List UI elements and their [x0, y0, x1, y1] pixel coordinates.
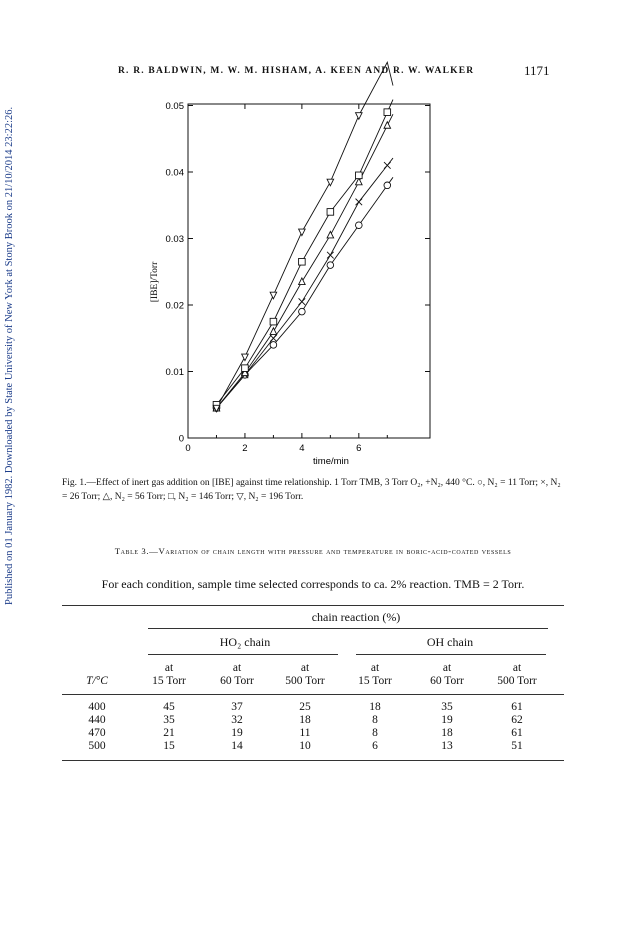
fit-curve	[214, 177, 393, 411]
table-cell: 21	[163, 727, 175, 739]
table-rule-top	[62, 605, 564, 606]
table-title-text: —Variation of chain length with pressure and temperature in boric-acid-coated vessels	[149, 546, 512, 556]
x-axis-label: time/min	[313, 456, 349, 467]
data-point-triangle-down	[356, 113, 363, 120]
table-cell: 35	[441, 701, 453, 713]
data-point-square	[356, 172, 363, 179]
x-tick-label: 4	[299, 443, 305, 454]
table-row-label: 440	[88, 714, 106, 726]
data-point-circle	[299, 308, 306, 315]
y-tick-label: 0.02	[165, 300, 184, 312]
table-label: Table 3.	[114, 546, 150, 556]
table-row-header: T/°C	[86, 675, 108, 687]
sidebar-text: Published on 01 January 1982. Downloaded by State University of New York at Stony Brook on 21/10/2014 23:22:26.	[4, 106, 15, 605]
table-group-ho2: HO₂ chain	[219, 635, 271, 649]
data-point-square	[242, 365, 249, 372]
data-point-triangle-down	[242, 354, 249, 361]
table-cell: 18	[441, 727, 453, 739]
table-cell: 35	[163, 714, 175, 726]
table-cell: 8	[372, 727, 378, 739]
table-cell: 18	[299, 714, 311, 726]
x-tick-label: 0	[185, 443, 191, 454]
fit-curve	[214, 100, 393, 409]
table-cell: 19	[441, 714, 453, 726]
table-note: For each condition, sample time selected corresponds to ca. 2% reaction. TMB = 2 Torr.	[101, 577, 525, 591]
table-cell: 25	[299, 701, 311, 713]
table-cell: 10	[299, 740, 311, 752]
plot-frame	[188, 104, 430, 438]
y-tick-label: 0.04	[165, 167, 184, 179]
data-point-square	[327, 209, 334, 216]
fit-curve	[214, 62, 393, 411]
table-column-header: at 500 Torr	[285, 662, 325, 687]
table-title	[62, 545, 564, 558]
data-point-triangle-up	[356, 178, 363, 185]
table-group-oh: OH chain	[426, 635, 474, 649]
data-point-square	[384, 109, 391, 116]
table-column-header: at 15 Torr	[358, 662, 392, 687]
table-cell: 45	[163, 701, 175, 713]
table-row-label: 400	[88, 701, 106, 713]
y-tick-label: 0.03	[165, 234, 184, 246]
table-row-label: 470	[88, 727, 106, 739]
x-tick-label: 6	[356, 443, 362, 454]
y-tick-label: 0.01	[165, 367, 184, 379]
table-cell: 15	[163, 740, 175, 752]
data-point-triangle-up	[384, 122, 391, 129]
data-point-triangle-down	[270, 292, 277, 299]
table-rule-bottom	[62, 760, 564, 761]
data-point-cross	[270, 335, 277, 342]
table-column-header: at 60 Torr	[220, 662, 254, 687]
table-row-label: 500	[88, 740, 106, 752]
y-axis-label: [IBE]/Torr	[150, 261, 160, 303]
table-spanner: chain reaction (%)	[311, 610, 401, 624]
table-cell: 11	[299, 727, 311, 739]
data-point-triangle-up	[270, 328, 277, 335]
data-point-triangle-down	[327, 179, 334, 186]
table-cell: 61	[511, 701, 523, 713]
table-cell: 61	[511, 727, 523, 739]
table-column-header: at 15 Torr	[152, 662, 186, 687]
data-point-triangle-up	[327, 231, 334, 238]
table-cell: 6	[372, 740, 378, 752]
table-cell: 14	[231, 740, 243, 752]
data-point-circle	[356, 222, 363, 229]
table-cell: 62	[511, 714, 523, 726]
table-cell: 18	[369, 701, 381, 713]
table-rule-header	[62, 694, 564, 695]
table-rule-spanner	[148, 628, 548, 629]
data-point-cross	[327, 252, 334, 259]
data-point-circle	[327, 262, 334, 269]
table-cell: 37	[231, 701, 243, 713]
page-number: 1171	[524, 63, 550, 78]
table-column-header: at 60 Torr	[430, 662, 464, 687]
data-point-cross	[384, 162, 391, 169]
x-tick-label: 2	[242, 443, 248, 454]
table-cell: 51	[511, 740, 523, 752]
table-cell: 13	[441, 740, 453, 752]
data-point-cross	[356, 199, 363, 206]
table-cell: 19	[231, 727, 243, 739]
table-column-header: at 500 Torr	[497, 662, 537, 687]
running-head: R. R. BALDWIN, M. W. M. HISHAM, A. KEEN AND R. W. WALKER	[118, 66, 475, 76]
data-point-triangle-up	[299, 278, 306, 285]
data-point-square	[299, 258, 306, 265]
table-cell: 8	[372, 714, 378, 726]
y-tick-label: 0.05	[165, 101, 184, 113]
data-point-triangle-down	[299, 229, 306, 236]
data-point-circle	[270, 342, 277, 349]
table-rule-group-ho2	[148, 654, 338, 655]
table-rule-group-oh	[356, 654, 546, 655]
figure-caption: Fig. 1.—Effect of inert gas addition on [IBE] against time relationship. 1 Torr TMB, 3 Torr O₂, +N₂, 440 °C. ○, N₂ = 11 Torr; ×, N₂ = 26 Torr; △, N₂ = 56 Torr; □, N₂ = 146 Torr; ▽, N₂ = 196 Torr.	[62, 478, 561, 502]
data-point-circle	[384, 182, 391, 189]
data-point-cross	[299, 298, 306, 305]
table-cell: 32	[231, 714, 243, 726]
data-point-square	[270, 318, 277, 325]
y-tick-label: 0	[178, 433, 184, 445]
